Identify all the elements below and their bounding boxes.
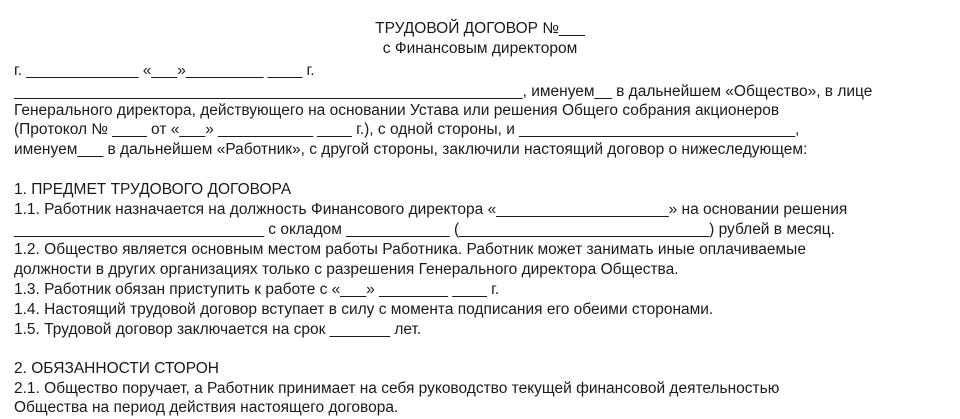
preamble-line: (Протокол № ____ от «___» ___________ ____ г.), с одной стороны, и ________________________________, bbox=[14, 121, 800, 138]
section-heading: 2. ОБЯЗАННОСТИ СТОРОН bbox=[14, 360, 219, 377]
section-heading: 1. ПРЕДМЕТ ТРУДОВОГО ДОГОВОРА bbox=[14, 181, 292, 198]
clause-line: 1.2. Общество является основным местом работы Работника. Работник может занимать иные оплачиваемые bbox=[14, 241, 806, 258]
preamble-line: ___________________________________________________________, именуем__ в дальнейшем «Общество», в лице bbox=[14, 83, 873, 100]
preamble-line: Генерального директора, действующего на основании Устава или решения Общего собрания акционеров bbox=[14, 102, 780, 119]
clause-line: 2.1. Общество поручает, а Работник принимает на себя руководство текущей финансовой деятельностью bbox=[14, 380, 780, 397]
city-date-line: г. _____________ «___»_________ ____ г. bbox=[14, 62, 315, 79]
clause-line: 1.5. Трудовой договор заключается на срок _______ лет. bbox=[14, 321, 422, 338]
document-subtitle: с Финансовым директором bbox=[382, 40, 578, 57]
clause-line: _____________________________ с окладом ____________ (_____________________________) рублей в месяц. bbox=[14, 221, 835, 238]
clause-line: должности в других организациях только с разрешения Генерального директора Общества. bbox=[14, 261, 679, 278]
clause-line: 1.1. Работник назначается на должность Финансового директора «____________________» на основании решения bbox=[14, 201, 848, 218]
clause-line: Общества на период действия настоящего договора. bbox=[14, 399, 399, 416]
document-title: ТРУДОВОЙ ДОГОВОР №___ bbox=[375, 20, 585, 37]
clause-line: 1.3. Работник обязан приступить к работе с «___» ________ ____ г. bbox=[14, 281, 500, 298]
preamble-line: именуем___ в дальнейшем «Работник», с другой стороны, заключили настоящий договор о нижеследующем: bbox=[14, 141, 808, 158]
clause-line: 1.4. Настоящий трудовой договор вступает в силу с момента подписания его обеими сторонами. bbox=[14, 301, 714, 318]
